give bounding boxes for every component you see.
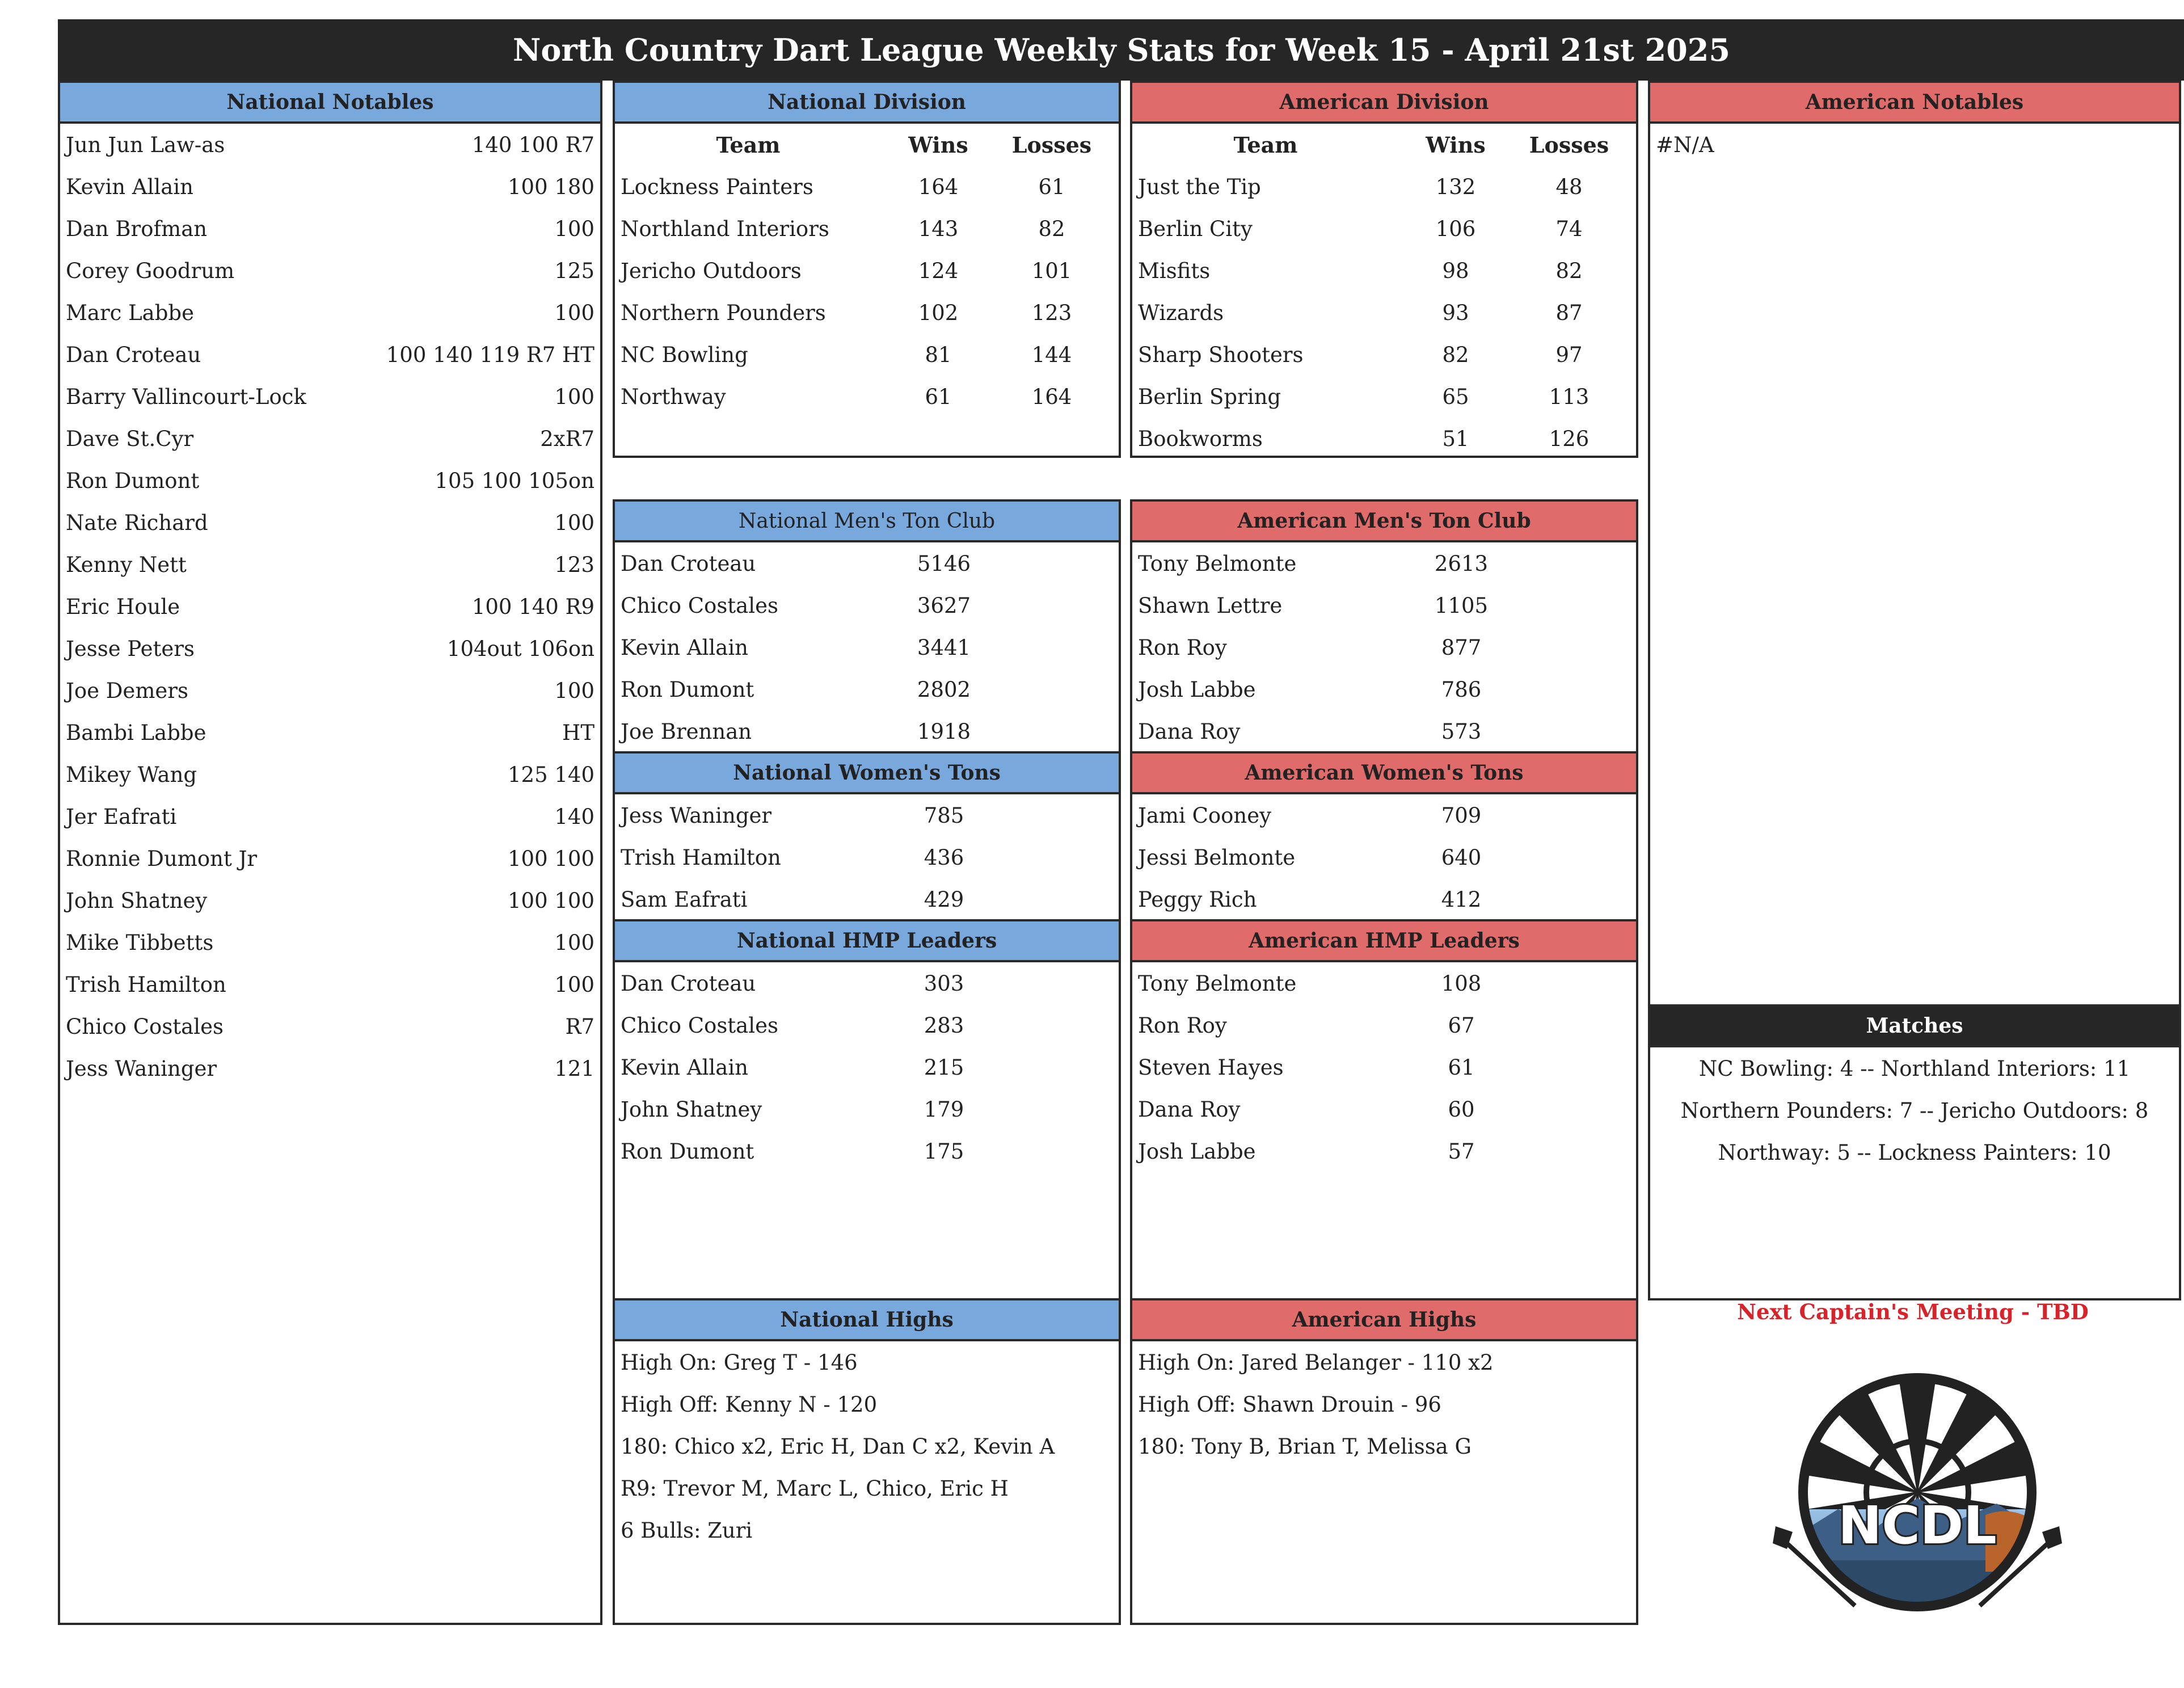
stat-row bbox=[1132, 878, 1636, 920]
national-womens-tons-panel bbox=[613, 751, 1121, 921]
notable-row bbox=[60, 795, 600, 837]
team-name: Lockness Painters bbox=[621, 174, 813, 199]
player-name: Mike Tibbetts bbox=[66, 930, 214, 955]
american-highs-panel bbox=[1130, 1298, 1638, 1625]
notable-row bbox=[60, 586, 600, 628]
team-row bbox=[615, 376, 1119, 418]
team-name: Northland Interiors bbox=[621, 216, 829, 241]
team-name: NC Bowling bbox=[621, 342, 748, 367]
stat-row bbox=[1132, 1130, 1636, 1172]
stat-value: 412 bbox=[1441, 887, 1482, 912]
team-name: Wizards bbox=[1138, 300, 1224, 325]
team-row bbox=[615, 166, 1119, 208]
team-wins: 61 bbox=[925, 384, 952, 409]
team-name: Jericho Outdoors bbox=[621, 258, 802, 283]
stat-value: 61 bbox=[1448, 1055, 1475, 1080]
notable-value: 104out 106on bbox=[446, 636, 595, 661]
american-mens-ton-header: American Men's Ton Club bbox=[1132, 502, 1636, 542]
stat-value: 283 bbox=[924, 1013, 964, 1038]
stat-row bbox=[615, 836, 1119, 878]
team-row bbox=[615, 334, 1119, 376]
national-mens-ton-header: National Men's Ton Club bbox=[615, 502, 1119, 542]
stat-row bbox=[615, 626, 1119, 668]
stat-row bbox=[1132, 626, 1636, 668]
player-name: Jesse Peters bbox=[66, 636, 195, 661]
national-womens-tons-header: National Women's Tons bbox=[615, 754, 1119, 794]
match-result: NC Bowling: 4 -- Northland Interiors: 11 bbox=[1698, 1056, 2131, 1081]
stat-value: 179 bbox=[924, 1097, 964, 1122]
player-name: Jessi Belmonte bbox=[1138, 845, 1296, 870]
player-name: Peggy Rich bbox=[1138, 887, 1257, 912]
stat-value: 3627 bbox=[917, 593, 971, 618]
player-name: Eric Houle bbox=[66, 594, 180, 619]
player-name: Dana Roy bbox=[1138, 719, 1241, 744]
team-losses: 164 bbox=[1031, 384, 1072, 409]
national-notables-panel bbox=[58, 81, 602, 1625]
american-hmp-header: American HMP Leaders bbox=[1132, 921, 1636, 962]
team-wins: 102 bbox=[918, 300, 959, 325]
player-name: Chico Costales bbox=[66, 1014, 224, 1039]
national-division-table bbox=[615, 166, 1119, 418]
stat-value: 709 bbox=[1441, 803, 1482, 828]
team-row bbox=[1132, 250, 1636, 292]
notable-row bbox=[60, 292, 600, 334]
player-name: Sam Eafrati bbox=[621, 887, 748, 912]
national-notables-list bbox=[60, 124, 600, 1089]
american-division-table bbox=[1132, 166, 1636, 460]
stat-value: 877 bbox=[1441, 635, 1482, 660]
team-wins: 106 bbox=[1435, 216, 1476, 241]
stat-row bbox=[1132, 794, 1636, 836]
matches-header: Matches bbox=[1650, 1007, 2179, 1047]
stat-value: 436 bbox=[924, 845, 964, 870]
player-name: Dana Roy bbox=[1138, 1097, 1241, 1122]
national-mens-ton-list bbox=[615, 542, 1119, 752]
team-wins: 98 bbox=[1442, 258, 1469, 283]
notable-row bbox=[60, 921, 600, 963]
player-name: Ron Roy bbox=[1138, 635, 1227, 660]
notable-value: 100 100 bbox=[507, 846, 595, 871]
stat-value: 108 bbox=[1441, 971, 1482, 996]
stat-row bbox=[1132, 542, 1636, 584]
national-division-header: National Division bbox=[615, 83, 1119, 124]
notable-row bbox=[60, 544, 600, 586]
team-wins: 124 bbox=[918, 258, 959, 283]
player-name: Kevin Allain bbox=[66, 174, 193, 199]
american-high-item: 180: Tony B, Brian T, Melissa G bbox=[1138, 1434, 1472, 1459]
stat-row bbox=[615, 710, 1119, 752]
national-hmp-list bbox=[615, 962, 1119, 1172]
stat-row bbox=[615, 1004, 1119, 1046]
national-highs-header: National Highs bbox=[615, 1300, 1119, 1341]
team-name: Just the Tip bbox=[1138, 174, 1261, 199]
american-mens-ton-list bbox=[1132, 542, 1636, 752]
team-name: Misfits bbox=[1138, 258, 1211, 283]
team-losses: 61 bbox=[1038, 174, 1065, 199]
player-name: Dan Croteau bbox=[621, 971, 756, 996]
notable-value: 100 bbox=[554, 300, 595, 325]
player-name: Ron Dumont bbox=[621, 1139, 754, 1164]
stat-value: 215 bbox=[924, 1055, 964, 1080]
team-wins: 132 bbox=[1435, 174, 1476, 199]
player-name: Nate Richard bbox=[66, 510, 208, 535]
notable-value: 100 bbox=[554, 216, 595, 241]
player-name: Dan Croteau bbox=[66, 342, 201, 367]
notable-value: 100 180 bbox=[507, 174, 595, 199]
stat-value: 786 bbox=[1441, 677, 1482, 702]
team-wins: 51 bbox=[1442, 426, 1469, 451]
team-losses: 82 bbox=[1555, 258, 1583, 283]
team-name: Sharp Shooters bbox=[1138, 342, 1304, 367]
team-losses: 123 bbox=[1031, 300, 1072, 325]
match-result: Northern Pounders: 7 -- Jericho Outdoors: 8 bbox=[1680, 1098, 2149, 1123]
stat-row bbox=[615, 1130, 1119, 1172]
american-division-header: American Division bbox=[1132, 83, 1636, 124]
american-highs-header: American Highs bbox=[1132, 1300, 1636, 1341]
notable-row bbox=[60, 460, 600, 502]
player-name: Dan Brofman bbox=[66, 216, 208, 241]
player-name: Jami Cooney bbox=[1138, 803, 1272, 828]
player-name: Shawn Lettre bbox=[1138, 593, 1283, 618]
national-high-item: 180: Chico x2, Eric H, Dan C x2, Kevin A bbox=[621, 1434, 1055, 1459]
player-name: Josh Labbe bbox=[1138, 1139, 1256, 1164]
american-womens-tons-panel bbox=[1130, 751, 1638, 921]
american-notables-panel bbox=[1648, 81, 2181, 1007]
team-wins: 81 bbox=[925, 342, 952, 367]
player-name: Trish Hamilton bbox=[66, 972, 226, 997]
team-losses: 87 bbox=[1555, 300, 1583, 325]
logo-text: NCDL bbox=[1838, 1495, 1997, 1556]
match-result: Northway: 5 -- Lockness Painters: 10 bbox=[1718, 1140, 2111, 1165]
notable-row bbox=[60, 1005, 600, 1047]
team-wins: 143 bbox=[918, 216, 959, 241]
player-name: Kenny Nett bbox=[66, 552, 187, 577]
team-losses: 126 bbox=[1549, 426, 1589, 451]
national-high-item: High Off: Kenny N - 120 bbox=[621, 1392, 878, 1417]
team-row bbox=[1132, 376, 1636, 418]
player-name: Kevin Allain bbox=[621, 1055, 748, 1080]
team-row bbox=[1132, 292, 1636, 334]
player-name: Marc Labbe bbox=[66, 300, 195, 325]
notable-value: 140 100 R7 bbox=[471, 132, 595, 157]
stat-row bbox=[615, 878, 1119, 920]
notable-value: 125 140 bbox=[507, 762, 595, 787]
team-wins: 93 bbox=[1442, 300, 1469, 325]
notable-value: R7 bbox=[565, 1014, 595, 1039]
player-name: Tony Belmonte bbox=[1138, 551, 1297, 576]
notable-row bbox=[60, 124, 600, 166]
national-division-panel bbox=[613, 81, 1121, 458]
notable-value: 140 bbox=[554, 804, 595, 829]
notable-row bbox=[60, 376, 600, 418]
column-team: Team bbox=[716, 132, 781, 158]
national-high-item: High On: Greg T - 146 bbox=[621, 1350, 858, 1375]
american-hmp-panel bbox=[1130, 919, 1638, 1300]
stat-value: 2613 bbox=[1434, 551, 1489, 576]
stat-value: 573 bbox=[1441, 719, 1482, 744]
team-wins: 82 bbox=[1442, 342, 1469, 367]
american-mens-ton-panel bbox=[1130, 499, 1638, 754]
notable-value: 2xR7 bbox=[540, 426, 595, 451]
stat-row bbox=[1132, 1004, 1636, 1046]
stat-row bbox=[1132, 1088, 1636, 1130]
team-losses: 82 bbox=[1038, 216, 1065, 241]
team-row bbox=[1132, 166, 1636, 208]
stat-row bbox=[1132, 1046, 1636, 1088]
player-name: Josh Labbe bbox=[1138, 677, 1256, 702]
national-high-item: R9: Trevor M, Marc L, Chico, Eric H bbox=[621, 1476, 1009, 1501]
national-womens-tons-list bbox=[615, 794, 1119, 920]
notable-row bbox=[60, 670, 600, 712]
stat-row bbox=[615, 794, 1119, 836]
stat-row bbox=[615, 584, 1119, 626]
player-name: Jun Jun Law-as bbox=[66, 132, 225, 157]
player-name: Trish Hamilton bbox=[621, 845, 781, 870]
national-notables-header: National Notables bbox=[60, 83, 600, 124]
team-row bbox=[615, 208, 1119, 250]
team-losses: 97 bbox=[1555, 342, 1583, 367]
notable-row bbox=[60, 837, 600, 879]
team-wins: 164 bbox=[918, 174, 959, 199]
team-name: Berlin City bbox=[1138, 216, 1253, 241]
team-losses: 113 bbox=[1549, 384, 1589, 409]
notable-row bbox=[60, 250, 600, 292]
notable-row bbox=[60, 502, 600, 544]
stat-row bbox=[1132, 668, 1636, 710]
team-losses: 144 bbox=[1031, 342, 1072, 367]
team-row bbox=[615, 292, 1119, 334]
stat-row bbox=[615, 1046, 1119, 1088]
notable-row bbox=[60, 628, 600, 670]
team-losses: 48 bbox=[1555, 174, 1583, 199]
notable-row bbox=[60, 754, 600, 795]
notable-value: 100 140 119 R7 HT bbox=[386, 342, 595, 367]
notable-value: 123 bbox=[554, 552, 595, 577]
player-name: Joe Demers bbox=[66, 678, 188, 703]
national-hmp-header: National HMP Leaders bbox=[615, 921, 1119, 962]
notable-value: 125 bbox=[554, 258, 595, 283]
notable-value: 100 bbox=[554, 678, 595, 703]
notable-value: 100 100 bbox=[507, 888, 595, 913]
stat-row bbox=[1132, 962, 1636, 1004]
national-division-column-headers bbox=[615, 124, 1119, 166]
american-division-column-headers bbox=[1132, 124, 1636, 166]
team-row bbox=[1132, 208, 1636, 250]
player-name: Ron Roy bbox=[1138, 1013, 1227, 1038]
notable-value: 100 bbox=[554, 972, 595, 997]
american-division-panel bbox=[1130, 81, 1638, 458]
stat-row bbox=[1132, 710, 1636, 752]
american-hmp-list bbox=[1132, 962, 1636, 1172]
player-name: Ron Dumont bbox=[621, 677, 754, 702]
stat-value: 1918 bbox=[917, 719, 971, 744]
american-high-item: High On: Jared Belanger - 110 x2 bbox=[1138, 1350, 1494, 1375]
notable-row bbox=[60, 879, 600, 921]
player-name: Chico Costales bbox=[621, 1013, 778, 1038]
team-row bbox=[615, 250, 1119, 292]
team-row bbox=[1132, 418, 1636, 460]
notable-row bbox=[60, 712, 600, 754]
american-notables-item: #N/A bbox=[1656, 132, 1714, 157]
column-losses: Losses bbox=[1011, 132, 1092, 158]
american-notables-header: American Notables bbox=[1650, 83, 2179, 124]
team-losses: 101 bbox=[1031, 258, 1072, 283]
stat-row bbox=[615, 668, 1119, 710]
notable-value: 105 100 105on bbox=[435, 468, 595, 493]
matches-panel bbox=[1648, 1004, 2181, 1300]
stat-row bbox=[615, 542, 1119, 584]
player-name: Jess Waninger bbox=[66, 1056, 217, 1081]
national-highs-panel bbox=[613, 1298, 1121, 1625]
player-name: Dave St.Cyr bbox=[66, 426, 194, 451]
team-row bbox=[1132, 334, 1636, 376]
column-wins: Wins bbox=[1426, 132, 1486, 158]
american-womens-tons-list bbox=[1132, 794, 1636, 920]
notable-row bbox=[60, 963, 600, 1005]
notable-value: 100 bbox=[554, 510, 595, 535]
american-high-item: High Off: Shawn Drouin - 96 bbox=[1138, 1392, 1441, 1417]
player-name: Ron Dumont bbox=[66, 468, 200, 493]
american-womens-tons-header: American Women's Tons bbox=[1132, 754, 1636, 794]
team-name: Bookworms bbox=[1138, 426, 1263, 451]
notable-row bbox=[60, 418, 600, 460]
notable-row bbox=[60, 208, 600, 250]
stat-value: 67 bbox=[1448, 1013, 1475, 1038]
notable-value: 100 bbox=[554, 384, 595, 409]
player-name: John Shatney bbox=[66, 888, 208, 913]
stat-value: 3441 bbox=[917, 635, 971, 660]
page-title: North Country Dart League Weekly Stats for Week 15 - April 21st 2025 bbox=[58, 19, 2184, 81]
stat-row bbox=[615, 962, 1119, 1004]
player-name: Joe Brennan bbox=[621, 719, 752, 744]
player-name: Jer Eafrati bbox=[66, 804, 177, 829]
player-name: Chico Costales bbox=[621, 593, 778, 618]
column-wins: Wins bbox=[908, 132, 968, 158]
notable-row bbox=[60, 1047, 600, 1089]
stat-value: 2802 bbox=[917, 677, 971, 702]
notable-row bbox=[60, 334, 600, 376]
player-name: Dan Croteau bbox=[621, 551, 756, 576]
team-name: Northway bbox=[621, 384, 726, 409]
team-losses: 74 bbox=[1555, 216, 1583, 241]
team-name: Berlin Spring bbox=[1138, 384, 1281, 409]
player-name: Kevin Allain bbox=[621, 635, 748, 660]
stat-row bbox=[1132, 584, 1636, 626]
notable-value: 100 140 R9 bbox=[471, 594, 595, 619]
stat-value: 57 bbox=[1448, 1139, 1475, 1164]
stat-row bbox=[615, 1088, 1119, 1130]
notable-value: HT bbox=[562, 720, 595, 745]
stat-value: 60 bbox=[1448, 1097, 1475, 1122]
national-high-item: 6 Bulls: Zuri bbox=[621, 1518, 753, 1543]
national-mens-ton-panel bbox=[613, 499, 1121, 754]
player-name: Corey Goodrum bbox=[66, 258, 235, 283]
player-name: Bambi Labbe bbox=[66, 720, 206, 745]
notable-row bbox=[60, 166, 600, 208]
team-wins: 65 bbox=[1442, 384, 1469, 409]
player-name: Ronnie Dumont Jr bbox=[66, 846, 258, 871]
team-name: Northern Pounders bbox=[621, 300, 826, 325]
dartboard-logo-icon bbox=[1770, 1356, 2065, 1640]
column-losses: Losses bbox=[1529, 132, 1609, 158]
stat-value: 5146 bbox=[917, 551, 971, 576]
captains-meeting-note: Next Captain's Meeting - TBD bbox=[1737, 1299, 2089, 1324]
stat-value: 640 bbox=[1441, 845, 1482, 870]
stat-value: 429 bbox=[924, 887, 964, 912]
column-team: Team bbox=[1233, 132, 1298, 158]
player-name: Barry Vallincourt-Lock bbox=[66, 384, 306, 409]
stat-row bbox=[1132, 836, 1636, 878]
player-name: John Shatney bbox=[621, 1097, 762, 1122]
stat-value: 785 bbox=[924, 803, 964, 828]
notable-value: 121 bbox=[554, 1056, 595, 1081]
stat-value: 1105 bbox=[1434, 593, 1489, 618]
player-name: Mikey Wang bbox=[66, 762, 197, 787]
stat-value: 175 bbox=[924, 1139, 964, 1164]
notable-value: 100 bbox=[554, 930, 595, 955]
player-name: Jess Waninger bbox=[621, 803, 772, 828]
player-name: Tony Belmonte bbox=[1138, 971, 1297, 996]
stat-value: 303 bbox=[924, 971, 964, 996]
national-hmp-panel bbox=[613, 919, 1121, 1300]
player-name: Steven Hayes bbox=[1138, 1055, 1284, 1080]
